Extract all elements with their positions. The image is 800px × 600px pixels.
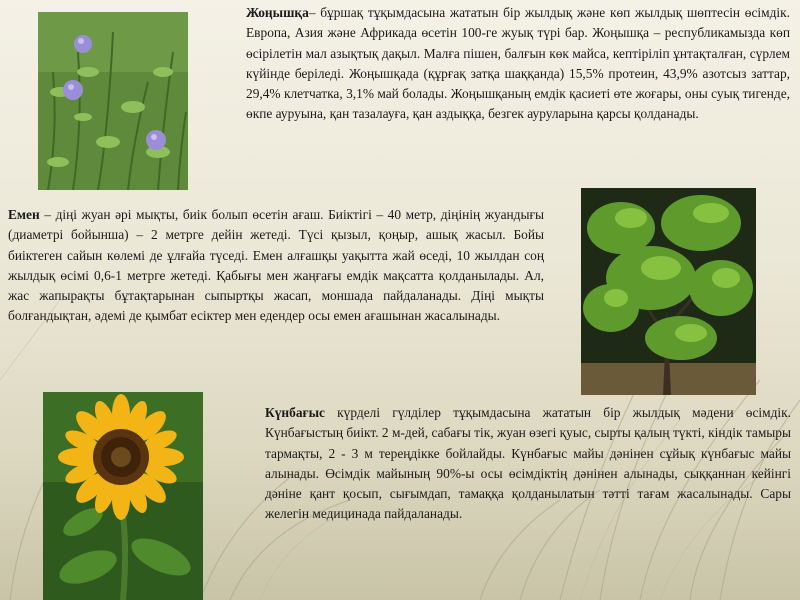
sunflower-photo xyxy=(43,392,203,600)
oak-description: – діңі жуан әрі мықты, биік болып өсетін ағаш. Биіктігі – 40 метр, діңінің жуандығы (диаметрі бойынша) – 2 метрге дейін жетеді. Түсі қызыл, қоңыр, ашық жасыл. Бойы биіктеген сайын көлемі де ұлғайа түседі. Емен алғашқы уақытта жай өседі, 10 жылдан соң жылдық өсімі 0,6-1 метрге жетеді. Қабығы мен жаңғағы емдік мақсатта қолданылады. Ал, жас жапырақты бұтақтарынан сыпыртқы жасап, моншада пайдаланады. Діңі мықты болғандықтан, әдемі де қымбат есіктер мен едендер осы емен ағашынан жасалынады. xyxy=(8,207,544,324)
alfalfa-photo xyxy=(38,12,188,190)
sunflower-description: күрделі гүлділер тұқымдасына жататын бір жылдық мәдени өсімдік. Күнбағыстың биікт. 2 м-дей, сабағы тік, жуан өзегі қуыс, сырты қалың түкті, кіндік тамыры тармақты, 2 - 3 м тереңдікке бойлайды. Күнбағыс майы дәнінен сұйық күнбағыс майы алынады. Өсімдік майының 90%-ы осы өсімдіктің дәнінен алынады, сыққаннан кейінгі дәніне қант қосып, сығымдап, тамаққа қолданылатын тәтті тағам жасалынады. Сары желегін медицинада пайдаланады. xyxy=(265,405,791,522)
sunflower-paragraph xyxy=(265,403,791,525)
sunflower-term: Күнбағыс xyxy=(265,405,325,420)
alfalfa-paragraph xyxy=(246,3,790,125)
alfalfa-term: Жоңышқа xyxy=(246,5,309,20)
oak-tree-photo xyxy=(581,188,756,395)
oak-paragraph xyxy=(8,205,544,327)
oak-term: Емен xyxy=(8,207,40,222)
alfalfa-description: – бұршақ тұқымдасына жататын бір жылдық және көп жылдық шөптесін өсімдік. Европа, Азия және Африкада өсетін 100-ге жуық түрі бар. Жоңышқа – республикамызда көп өсірілетін мал азықтық дақыл. Малға пішен, балғын көк майса, кептіріліп ұнтақталған, сүрлем күйінде беріледі. Жоңышқада (құрғақ затқа шаққанда) 15,5% протеин, 43,9% азотсыз заттар, 29,4% клетчатка, 3,1% май болады. Жоңышқаның емдік қасиеті өте жоғары, оны суық тигенде, өкпе ауруына, қан тазалауға, қан аздыққа, безгек ауруларына қарсы қолданады. xyxy=(246,5,790,122)
